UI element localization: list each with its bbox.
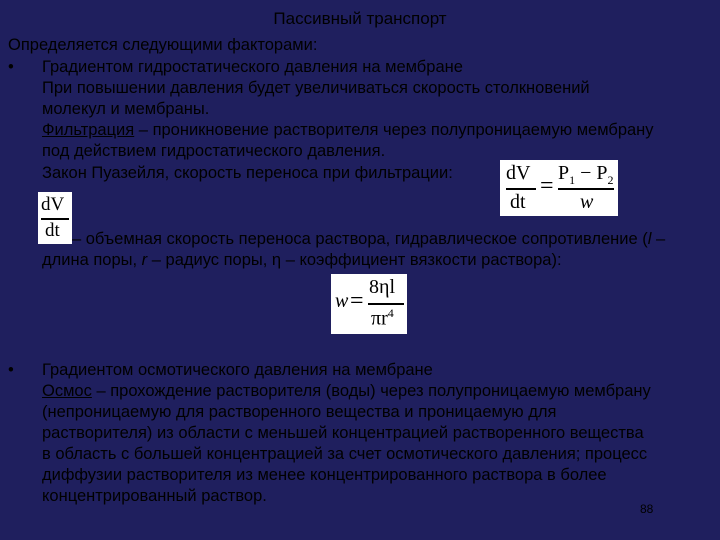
formula3-lhs: w	[335, 290, 349, 312]
section2-line6: концентрированный раствор.	[42, 487, 267, 505]
section1-line4: под действием гидростатического давления.	[42, 142, 386, 160]
formula3-equals: =	[350, 288, 364, 314]
intro-text: Определяется следующими факторами:	[8, 36, 318, 54]
formula1-rhs-bar	[558, 188, 614, 190]
formula1-denominator: dt	[510, 191, 526, 213]
formula3-denominator	[371, 306, 394, 331]
osmosis-term: Осмос	[42, 382, 92, 400]
filtration-definition: – проникновение растворителя через полупроницаемую мембрану	[134, 121, 654, 139]
poiseuille-formula	[500, 160, 618, 216]
section2-line3: растворителя) из области с меньшей концентрацией растворенного вещества	[42, 424, 644, 442]
formula1-rhs-denominator: w	[580, 191, 594, 213]
bullet-1: •	[8, 58, 14, 76]
section1-heading: Градиентом гидростатического давления на мембране	[42, 58, 463, 76]
formula1-sub2: 2	[607, 173, 614, 187]
poiseuille-law-label: Закон Пуазейля, скорость переноса при фильтрации:	[42, 164, 453, 182]
resistance-formula	[331, 274, 407, 334]
formula2-numerator: dV	[41, 194, 65, 215]
formula3-fraction-bar	[368, 303, 404, 305]
osmosis-definition: – прохождение растворителя (воды) через полупроницаемую мембрану	[91, 382, 651, 400]
formula1-rhs-numerator	[558, 162, 614, 188]
description-text: – объемная скорость переноса раствора, гидравлическое сопротивление (	[72, 230, 648, 248]
section1-line1: При повышении давления будет увеличиваться скорость столкновений	[42, 79, 590, 97]
description-line1	[72, 229, 665, 250]
bullet-2: •	[8, 361, 14, 379]
volume-rate-formula	[38, 192, 72, 244]
section2-line5: диффузии растворителя из менее концентрированного раствора в более	[42, 466, 607, 484]
description-length: длина поры,	[42, 251, 142, 269]
radius-symbol: r	[141, 251, 148, 269]
page-number: 88	[640, 502, 654, 516]
formula3-numerator: 8ηl	[369, 276, 396, 298]
section2-line2: (непроницаемую для растворенного вещества и проницаемую для	[42, 403, 557, 421]
section2-line1	[42, 381, 651, 402]
description-line2	[42, 250, 562, 271]
formula2-denominator: dt	[45, 220, 60, 241]
section2-line4: в область с большей концентрацией за счет осмотического давления; процесс	[42, 445, 648, 463]
formula1-minus-p: − P	[575, 162, 608, 184]
filtration-term: Фильтрация	[42, 121, 135, 139]
formula1-equals: =	[540, 173, 554, 199]
formula1-p: P	[558, 162, 570, 184]
formula3-exponent: 4	[387, 306, 394, 320]
page-title: Пассивный транспорт	[273, 9, 447, 28]
section1-line3	[42, 120, 654, 141]
formula1-numerator: dV	[506, 162, 531, 184]
formula3-pi-r: πr	[371, 307, 388, 330]
formula1-fraction-bar	[506, 188, 536, 190]
section1-line2: молекул и мембраны.	[42, 100, 210, 118]
formula1-sub1: 1	[569, 173, 576, 187]
description-radius-viscosity: – радиус поры, η – коэффициент вязкости раствора):	[147, 251, 562, 269]
length-symbol: l	[647, 230, 652, 248]
section2-heading: Градиентом осмотического давления на мембране	[42, 361, 433, 379]
description-dash: –	[651, 230, 666, 248]
